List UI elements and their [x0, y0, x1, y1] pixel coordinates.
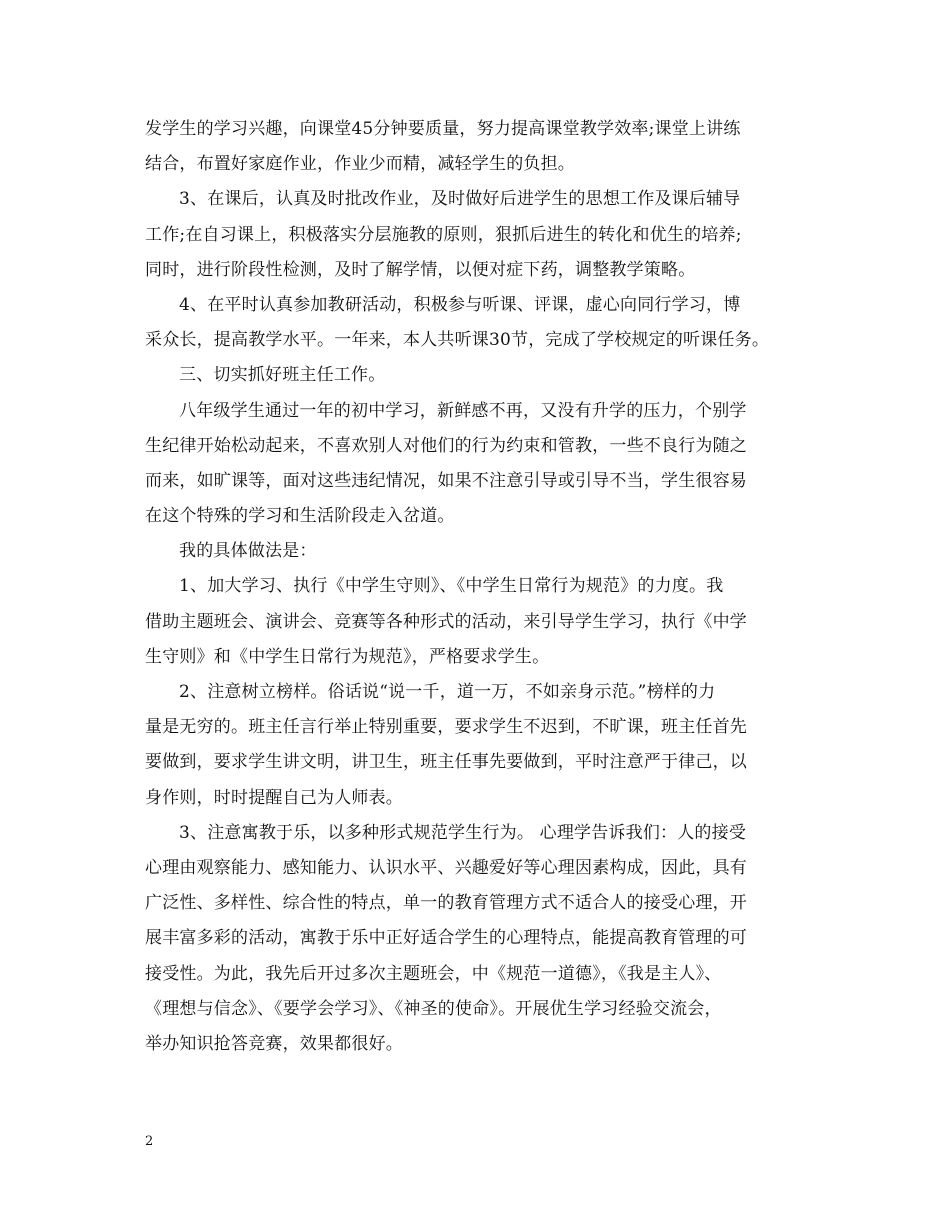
- text-line: 三、切实抓好班主任工作。: [179, 365, 386, 386]
- text-line: 发学生的学习兴趣，向课堂45分钟要质量，努力提高课堂教学效率;课堂上讲练: [145, 119, 741, 139]
- text-line: 3、在课后，认真及时批改作业，及时做好后进学生的思想工作及课后辅导: [179, 189, 741, 210]
- text-line: 广泛性、多样性、综合性的特点，单一的教育管理方式不适合人的接受心理，开: [145, 893, 747, 914]
- text-line: 采众长，提高教学水平。一年来，本人共听课30节，完成了学校规定的听课任务。: [145, 330, 770, 351]
- text-line: 举办知识抢答竞赛，效果都很好。: [145, 1033, 403, 1054]
- text-line: 在这个特殊的学习和生活阶段走入岔道。: [145, 506, 455, 527]
- text-line: 生纪律开始松动起来，不喜欢别人对他们的行为约束和管教，一些不良行为随之: [145, 435, 747, 456]
- text-line: 《理想与信念》、《要学会学习》、《神圣的使命》。开展优生学习经验交流会，: [145, 998, 722, 1019]
- text-line: 要做到，要求学生讲文明，讲卫生，班主任事先要做到，平时注意严于律己，以: [145, 752, 747, 773]
- text-line: 同时，进行阶段性检测，及时了解学情，以便对症下药，调整教学策略。: [145, 259, 696, 280]
- text-line: 借助主题班会、演讲会、竞赛等各种形式的活动，来引导学生学习，执行《中学: [145, 611, 747, 632]
- text-line: 工作;在自习课上，积极落实分层施教的原则，狠抓后进生的转化和优生的培养;: [145, 224, 742, 245]
- document-body: [145, 112, 825, 1062]
- text-line: 展丰富多彩的活动，寓教于乐中正好适合学生的心理特点，能提高教育管理的可: [145, 928, 747, 949]
- text-line: 4、在平时认真参加教研活动，积极参与听课、评课，虚心向同行学习，博: [179, 294, 741, 315]
- text-line: 身作则，时时提醒自己为人师表。: [145, 787, 403, 808]
- text-line: 3、注意寓教于乐，以多种形式规范学生行为。 心理学告诉我们：人的接受: [179, 822, 747, 843]
- text-line: 心理由观察能力、感知能力、认识水平、兴趣爱好等心理因素构成，因此，具有: [145, 857, 747, 878]
- text-line: 接受性。为此，我先后开过多次主题班会，中《规范一道德》，《我是主人》、: [145, 963, 722, 984]
- text-line: 1、加大学习、执行《中学生守则》、《中学生日常行为规范》的力度。我: [179, 576, 724, 597]
- text-line: 2、注意树立榜样。俗话说“说一千，道一万，不如亲身示范。”榜样的力: [179, 682, 716, 702]
- text-line: 生守则》和《中学生日常行为规范》，严格要求学生。: [145, 646, 550, 667]
- text-line: 量是无穷的。班主任言行举止特别重要，要求学生不迟到，不旷课，班主任首先: [145, 717, 747, 738]
- text-line: 而来，如旷课等，面对这些违纪情况，如果不注意引导或引导不当，学生很容易: [145, 470, 747, 491]
- text-line: 我的具体做法是：: [179, 541, 317, 562]
- text-line: 八年级学生通过一年的初中学习，新鲜感不再，又没有升学的压力，个别学: [179, 400, 747, 421]
- text-line: 结合，布置好家庭作业，作业少而精，减轻学生的负担。: [145, 154, 575, 175]
- page-number: 2: [145, 1134, 154, 1149]
